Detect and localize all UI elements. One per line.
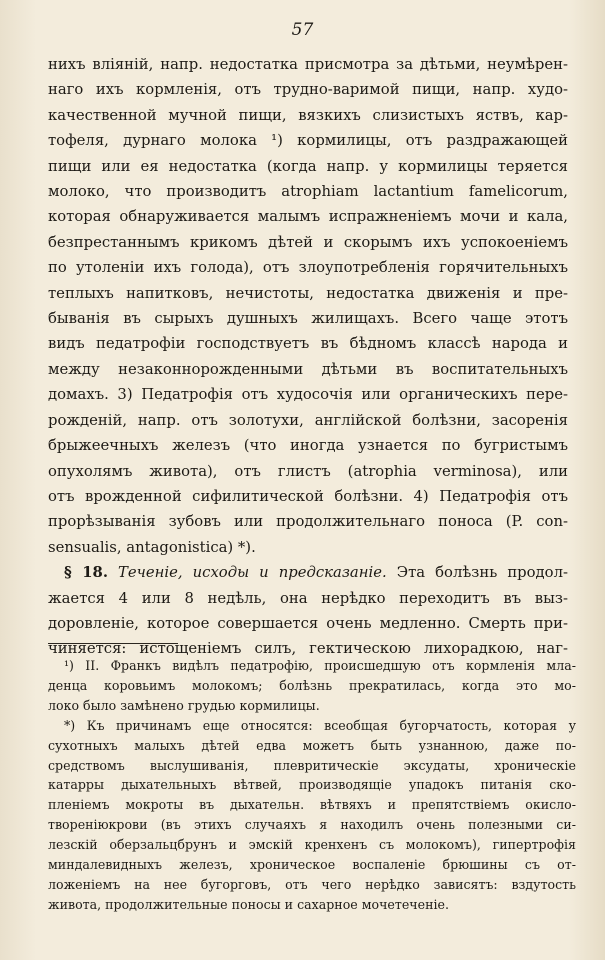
text-line: рожденій, напр. отъ золотухи, англійской болѣзни, засоренія: [48, 411, 568, 429]
text-line: безпрестаннымъ крикомъ дѣтей и скорымъ ихъ успокоеніемъ: [48, 233, 568, 251]
text-line: sensualis, antagonistica) *).: [48, 538, 256, 556]
footnote-divider: [48, 643, 178, 644]
footnote-marker: ¹): [64, 658, 74, 673]
text-line: жается 4 или 8 недѣль, она нерѣдко переходитъ въ выз-: [48, 589, 568, 607]
text-line: домахъ. 3) Педатрофія отъ худосочія или органическихъ пере-: [48, 386, 568, 404]
footnote-text: Къ причинамъ еще относятся: всеобщая бугорчатость, которая у: [86, 717, 576, 733]
text-line: нихъ вліяній, напр. недостатка присмотра за дѣтьми, неумѣрен-: [48, 56, 568, 73]
footnote-line: сухотныхъ малыхъ дѣтей едва можетъ быть узнанною, даже по-: [48, 737, 576, 753]
footnote-text: II. Франкъ видѣлъ педатрофію, происшедшую отъ кормленія мла-: [85, 658, 576, 673]
text-line: видъ педатрофіи господствуетъ въ бѣдномъ классѣ народа и: [48, 335, 568, 353]
footnote-line: [48, 656, 576, 676]
footnote-line: катарры дыхательныхъ вѣтвей, производящіе упадокъ питанія ско-: [48, 777, 576, 793]
text-line: чиняется: истощеніемъ силъ, гектическою лихорадкою, наг-: [48, 640, 568, 658]
footnote-line: [48, 716, 576, 736]
text-line: брыжеечныхъ железъ (что иногда узнается по бугристымъ: [48, 437, 568, 455]
footnote-line: локо было замѣнено грудью кормилицы.: [48, 697, 320, 713]
footnote-line: лезскій оберзальцбрунъ и эмскій кренхенъ съ молокомъ), гипертрофія: [48, 837, 576, 853]
footnote-line: денца коровьимъ молокомъ; болѣзнь прекратилась, когда это мо-: [48, 677, 576, 693]
footnotes: [48, 656, 576, 915]
text-line: по утоленіи ихъ голода), отъ злоупотребленія горячительныхъ: [48, 259, 568, 277]
section-number: § 18.: [64, 564, 108, 582]
footnote-line: ложеніемъ на нее бугорговъ, отъ чего нерѣдко зависятъ: вздутость: [48, 876, 576, 892]
page-number: 57: [291, 20, 314, 40]
text-line: качественной мучной пищи, вязкихъ слизистыхъ яствъ, кар-: [48, 106, 568, 124]
text-line: опухолямъ живота), отъ глистъ (atrophia verminosa), или: [48, 462, 568, 480]
section-title: Теченіе, исходы и предсказаніе.: [118, 564, 387, 582]
text-line: отъ врожденной сифилитической болѣзни. 4) Педатрофія отъ: [48, 487, 568, 505]
section-text: Эта болѣзнь продол-: [396, 564, 568, 582]
text-line: прорѣзыванія зубовъ или продолжительнаго поноса (P. con-: [48, 513, 568, 531]
footnote-line: живота, продолжительные поносы и сахарное мочетеченіе.: [48, 896, 449, 912]
footnote-marker: *): [64, 717, 76, 733]
text-line: между незаконнорожденными дѣтьми въ воспитательныхъ: [48, 360, 568, 378]
text-line: наго ихъ кормленія, отъ трудно-варимой пищи, напр. худо-: [48, 81, 568, 99]
text-line: быванія въ сырыхъ душныхъ жилищахъ. Всего чаще этотъ: [48, 310, 568, 328]
main-text: [48, 52, 568, 662]
text-line: которая обнаруживается малымъ испражненіемъ мочи и кала,: [48, 208, 568, 226]
section-heading-line: [48, 560, 568, 585]
footnote-line: твореніюкрови (въ этихъ случаяхъ я находилъ очень полезными си-: [48, 817, 576, 833]
text-line: теплыхъ напитковъ, нечистоты, недостатка движенія и пре-: [48, 284, 568, 302]
text-line: тофеля, дурнаго молока ¹) кормилицы, отъ раздражающей: [48, 132, 568, 150]
text-line: доровленіе, которое совершается очень медленно. Смерть при-: [48, 614, 568, 632]
text-line: пищи или ея недостатка (когда напр. у кормилицы теряется: [48, 157, 568, 175]
footnote-line: средствомъ выслушиванія, плевритическіе эксудаты, хроническіе: [48, 757, 576, 773]
text-line: молоко, что производитъ atrophiam lactantium famelicorum,: [48, 183, 568, 201]
footnote-line: миндалевидныхъ железъ, хроническое воспаленіе брюшины съ от-: [48, 857, 576, 873]
footnote-line: пленіемъ мокроты въ дыхательн. вѣтвяхъ и препятствіемъ окисло-: [48, 797, 576, 813]
